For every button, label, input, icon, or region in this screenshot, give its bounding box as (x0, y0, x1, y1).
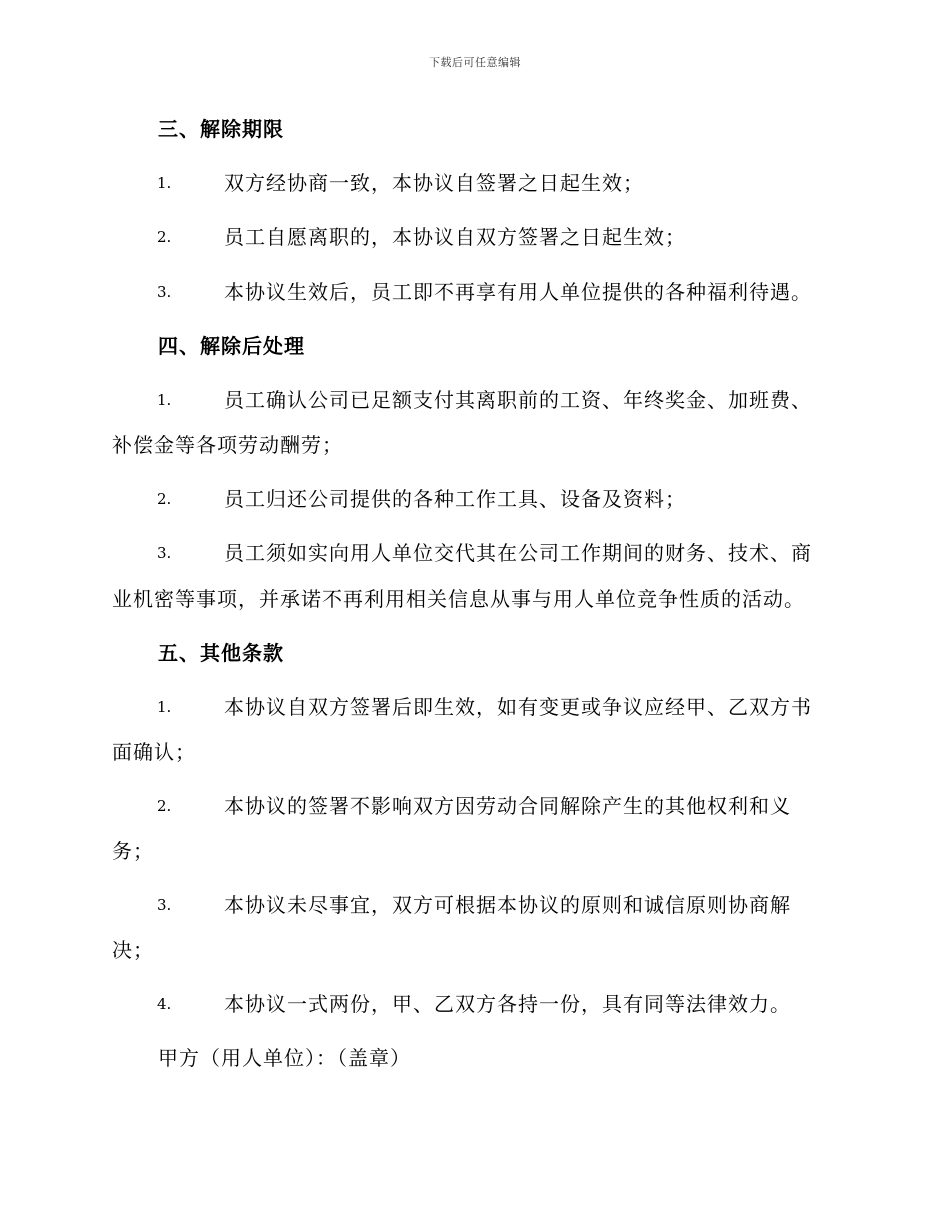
section-heading-other-terms: 五、其他条款 (158, 641, 284, 665)
item-text: 员工确认公司已足额支付其离职前的工资、年终奖金、加班费、 (224, 388, 812, 412)
item-number: 1. (157, 174, 172, 192)
item-number: 2. (157, 490, 172, 508)
item-text: 本协议未尽事宜，双方可根据本协议的原则和诚信原则协商解 (224, 893, 791, 917)
item-text-continued: 务； (112, 839, 154, 863)
item-text: 员工自愿离职的，本协议自双方签署之日起生效； (224, 225, 686, 249)
item-number: 1. (157, 698, 172, 716)
item-number: 3. (157, 896, 172, 914)
item-number: 3. (157, 544, 172, 562)
item-text: 本协议自双方签署后即生效，如有变更或争议应经甲、乙双方书 (224, 695, 812, 719)
item-text-continued: 面确认； (112, 740, 196, 764)
item-number: 4. (157, 995, 172, 1013)
item-text: 双方经协商一致，本协议自签署之日起生效； (224, 171, 644, 195)
item-text: 本协议生效后，员工即不再享有用人单位提供的各种福利待遇。 (224, 280, 812, 304)
item-text: 本协议的签署不影响双方因劳动合同解除产生的其他权利和义 (224, 794, 791, 818)
item-text: 本协议一式两份，甲、乙双方各持一份，具有同等法律效力。 (224, 992, 791, 1016)
item-text-continued: 决； (112, 938, 154, 962)
page-header: 下载后可任意编辑 (429, 56, 521, 69)
section-heading-post-termination: 四、解除后处理 (158, 334, 305, 358)
item-text: 员工归还公司提供的各种工作工具、设备及资料； (224, 487, 686, 511)
item-number: 1. (157, 391, 172, 409)
section-heading-termination-period: 三、解除期限 (158, 117, 284, 141)
item-text-continued: 业机密等事项，并承诺不再利用相关信息从事与用人单位竞争性质的活动。 (112, 587, 805, 611)
signature-party-a: 甲方（用人单位）：（盖章） (158, 1046, 411, 1070)
item-number: 2. (157, 228, 172, 246)
item-text: 员工须如实向用人单位交代其在公司工作期间的财务、技术、商 (224, 541, 812, 565)
item-number: 3. (157, 283, 172, 301)
item-text-continued: 补偿金等各项劳动酬劳； (112, 433, 343, 457)
item-number: 2. (157, 797, 172, 815)
